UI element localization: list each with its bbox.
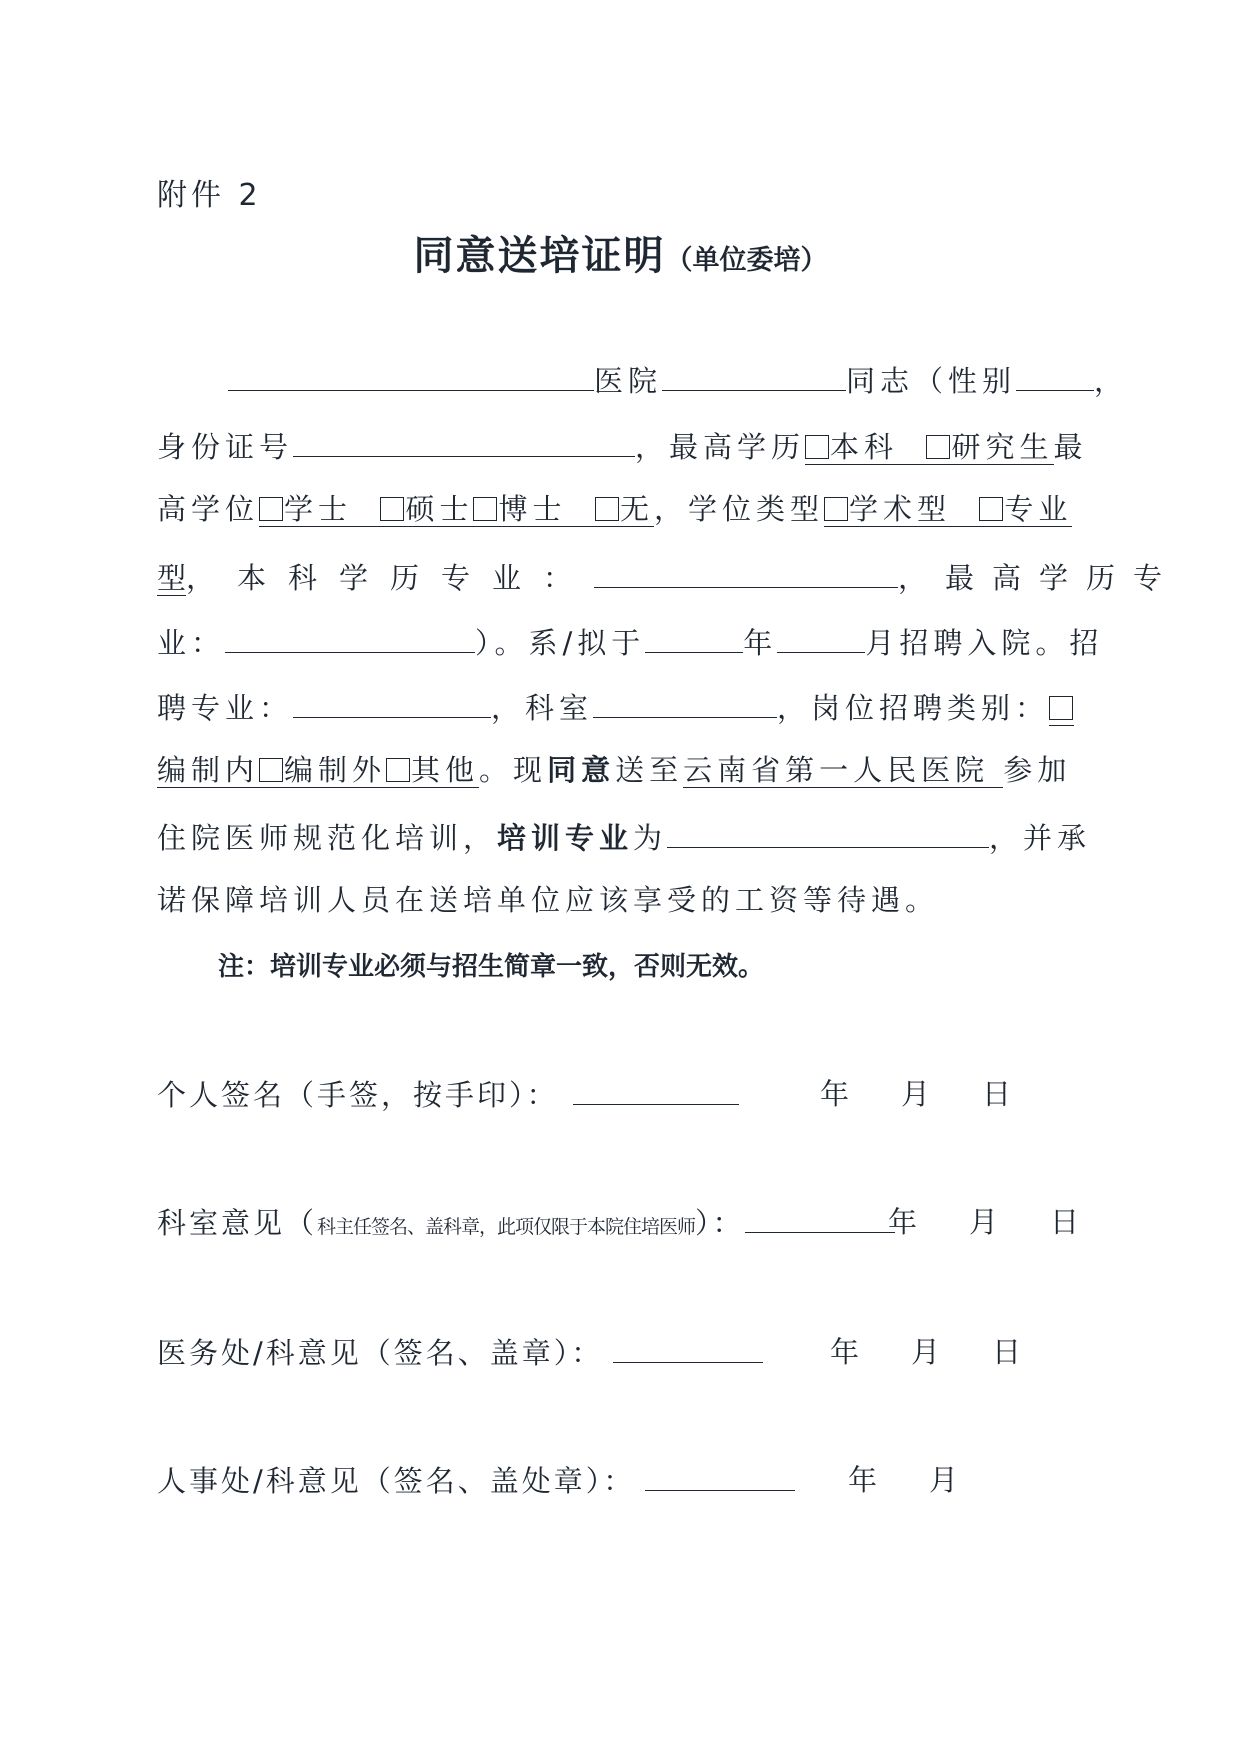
hr-date [848, 1458, 958, 1499]
education-label: ，最高学历 [635, 430, 806, 464]
medical-opinion-row [157, 1330, 763, 1372]
body-line-9 [157, 880, 939, 920]
none-checkbox[interactable] [595, 497, 619, 521]
agree-text: 同意 [547, 753, 616, 787]
year-text: 年 [848, 1463, 878, 1497]
academic-checkbox[interactable] [824, 497, 848, 521]
in-staff-checkbox[interactable] [1049, 696, 1073, 720]
out-staff-label: 编制外 [284, 753, 387, 787]
day-text: 日 [1050, 1205, 1080, 1239]
other-label: 其他 [411, 753, 480, 787]
xueshi-label: 学士 [284, 492, 353, 526]
body-line-1 [228, 358, 1128, 401]
dept-opinion-close: ）： [695, 1206, 745, 1240]
document-title [0, 224, 1241, 281]
body-line-7 [157, 750, 1071, 790]
education-options [805, 430, 1053, 465]
note: 注：培训专业必须与招生简章一致，否则无效。 [218, 952, 765, 982]
recruit-major-label: 聘专业： [157, 691, 294, 725]
body-line-8 [157, 815, 1091, 858]
personal-signature-row [157, 1072, 739, 1114]
year-text: 年 [888, 1205, 918, 1239]
personal-date [820, 1072, 1011, 1113]
professional-checkbox[interactable] [979, 497, 1003, 521]
highest-major-label: ，最高学历专 [898, 561, 1181, 595]
category-options [157, 753, 479, 788]
boshi-checkbox[interactable] [473, 497, 497, 521]
degree-label: 高学位 [157, 492, 260, 526]
medical-date [830, 1330, 1021, 1371]
join-text: 参加 [1003, 753, 1072, 787]
dept-label: ，科室 [491, 691, 594, 725]
postgrad-checkbox[interactable] [926, 435, 950, 459]
degree-type-options [824, 492, 1072, 527]
body-line-4 [157, 555, 1180, 598]
hospital-blank[interactable] [228, 358, 594, 391]
dept-opinion-label: 科室意见（ [157, 1206, 318, 1240]
month-label: 月招聘入院。招 [865, 626, 1104, 660]
medical-opinion-blank[interactable] [613, 1330, 763, 1363]
is-text: 为 [633, 821, 668, 855]
training-text: 住院医师规范化培训， [157, 821, 498, 855]
recruit-major-blank[interactable] [293, 685, 491, 718]
dept-opinion-row [157, 1200, 895, 1242]
bachelor-checkbox[interactable] [805, 435, 829, 459]
body-line-3 [157, 489, 1072, 529]
body-line-6 [157, 685, 1074, 728]
degree-type-label: ，学位类型 [653, 492, 824, 526]
none-label: 无 [619, 492, 654, 526]
bachelor-major-label: ，本科学历专业： [186, 561, 595, 595]
month-text: 月 [901, 1077, 931, 1111]
hr-opinion-label: 人事处/科意见（签名、盖处章）： [157, 1464, 636, 1498]
degree-options [259, 492, 654, 527]
name-blank[interactable] [662, 358, 846, 391]
dept-opinion-blank[interactable] [745, 1200, 895, 1233]
academic-label: 学术型 [848, 492, 951, 526]
hospital-label: 医院 [594, 364, 663, 398]
personal-signature-label: 个人签名（手签，按手印）： [157, 1078, 559, 1112]
shuoshi-checkbox[interactable] [380, 497, 404, 521]
year-text: 年 [830, 1335, 860, 1369]
gender-blank[interactable] [1016, 358, 1094, 391]
attachment-label: 附件 2 [157, 178, 262, 213]
dept-opinion-note: 科主任签名、盖科章，此项仅限于本院住培医师 [317, 1216, 696, 1238]
highest-major-blank[interactable] [225, 620, 475, 653]
year-label: 年 [743, 626, 778, 660]
title-main: 同意送培证明 [413, 232, 666, 279]
day-text: 日 [982, 1077, 1012, 1111]
training-hospital: 云南省第一人民医院 [683, 753, 990, 787]
bachelor-label: 本科 [830, 430, 899, 464]
postgrad-label: 研究生 [951, 430, 1054, 464]
id-label: 身份证号 [157, 430, 294, 464]
year-blank[interactable] [645, 620, 743, 653]
training-major-blank[interactable] [667, 815, 989, 848]
other-checkbox[interactable] [386, 758, 410, 782]
promise-text: ，并承 [989, 821, 1092, 855]
month-text: 月 [969, 1205, 999, 1239]
hr-opinion-row [157, 1458, 795, 1500]
in-staff-label: 编制内 [157, 753, 260, 787]
out-staff-checkbox[interactable] [259, 758, 283, 782]
personal-signature-blank[interactable] [573, 1072, 739, 1105]
body-line-2 [157, 424, 1088, 467]
title-sub: （单位委培） [665, 245, 828, 276]
comrade-label: 同志（性别 [846, 364, 1017, 398]
day-text: 日 [992, 1335, 1022, 1369]
bachelor-major-blank[interactable] [594, 555, 898, 588]
salary-text: 诺保障培训人员在送培单位应该享受的工资等待遇。 [157, 883, 940, 917]
professional-label: 专业 [1004, 492, 1073, 526]
highest-text: 最 [1053, 430, 1088, 464]
category-label: ，岗位招聘类别： [777, 691, 1050, 725]
boshi-label: 博士 [498, 492, 567, 526]
hr-opinion-blank[interactable] [645, 1458, 795, 1491]
month-blank[interactable] [777, 620, 865, 653]
comma: ， [1094, 364, 1129, 398]
id-number-blank[interactable] [293, 424, 635, 457]
medical-opinion-label: 医务处/科意见（签名、盖章）： [157, 1336, 604, 1370]
highest-major-label-end: 业： [157, 626, 226, 660]
year-text: 年 [820, 1077, 850, 1111]
month-text: 月 [929, 1463, 959, 1497]
body-line-5 [157, 620, 1103, 663]
month-text: 月 [911, 1335, 941, 1369]
shuoshi-label: 硕士 [405, 492, 474, 526]
training-major-label: 培训专业 [497, 821, 634, 855]
hired-label: ）。系/拟于 [475, 626, 646, 660]
now-text: 。现 [479, 753, 548, 787]
send-text: 送至 [615, 753, 684, 787]
xueshi-checkbox[interactable] [259, 497, 283, 521]
dept-blank[interactable] [593, 685, 777, 718]
professional-label-end: 型 [157, 561, 187, 595]
dept-date [888, 1200, 1079, 1241]
